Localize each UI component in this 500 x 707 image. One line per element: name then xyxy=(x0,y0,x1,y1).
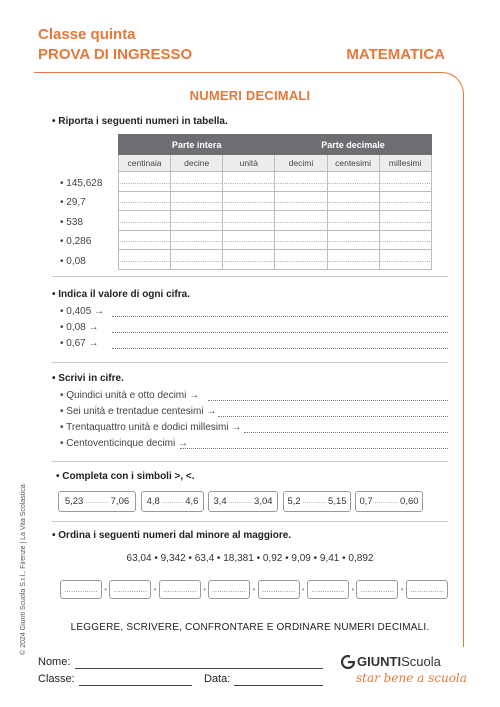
table-cell[interactable]: ....................... xyxy=(379,172,431,192)
table-cell[interactable]: ....................... xyxy=(327,250,379,270)
col-header: millesimi xyxy=(379,155,431,172)
answer-line[interactable] xyxy=(218,416,448,417)
header-subject: MATEMATICA xyxy=(346,46,445,63)
bullet-dot: • xyxy=(153,585,157,594)
place-value-table xyxy=(118,134,432,270)
compare-b: 0,60 xyxy=(400,496,419,507)
compare-box[interactable] xyxy=(355,491,423,512)
class-label: Classe: xyxy=(38,673,75,685)
table-cell[interactable]: ....................... xyxy=(223,230,275,250)
group-decimal-header: Parte decimale xyxy=(275,135,431,155)
table-cell[interactable]: ....................... xyxy=(171,230,223,250)
table-cell[interactable]: ....................... xyxy=(379,211,431,231)
bullet-dot: • xyxy=(400,585,404,594)
date-label: Data: xyxy=(204,673,231,685)
table-cell[interactable]: ....................... xyxy=(275,250,327,270)
compare-b: 5,15 xyxy=(328,496,347,507)
table-cell[interactable]: ....................... xyxy=(171,172,223,192)
answer-line[interactable] xyxy=(112,332,448,333)
compare-box[interactable] xyxy=(58,491,136,512)
q1-number: • 29,7 xyxy=(60,197,86,208)
col-header: decine xyxy=(171,155,223,172)
table-cell[interactable]: ....................... xyxy=(119,250,171,270)
q1-number: • 0,286 xyxy=(60,236,92,247)
date-field[interactable] xyxy=(234,685,323,686)
q3-item: • Trentaquattro unità e dodici millesimi → xyxy=(60,422,242,433)
table-cell[interactable]: ....................... xyxy=(223,191,275,211)
q2-item: • 0,08 → xyxy=(60,322,99,333)
q5-title: • Ordina i seguenti numeri dal minore al maggiore. xyxy=(52,530,292,541)
name-label: Nome: xyxy=(38,656,71,668)
table-cell[interactable]: ....................... xyxy=(327,230,379,250)
brand-name: GIUNTI xyxy=(357,654,402,669)
table-row xyxy=(119,191,432,211)
col-header: centesimi xyxy=(327,155,379,172)
table-cell[interactable]: ....................... xyxy=(119,172,171,192)
compare-blank: ............ xyxy=(374,498,399,505)
bullet-dot: • xyxy=(203,585,206,594)
answer-line[interactable] xyxy=(112,316,448,317)
table-cell[interactable]: ....................... xyxy=(275,172,327,192)
order-box[interactable]: ............... xyxy=(258,580,300,599)
compare-a: 0,7 xyxy=(359,496,373,507)
compare-box[interactable] xyxy=(283,491,351,512)
copyright-text: © 2024 Giunti Scuola S.r.l., Firenze | La Vita Scolastica xyxy=(20,484,27,655)
table-cell[interactable]: ....................... xyxy=(327,211,379,231)
compare-a: 5,2 xyxy=(287,496,301,507)
q2-item: • 0,67 → xyxy=(60,338,99,349)
table-cell[interactable]: ....................... xyxy=(223,211,275,231)
q4-title: • Completa con i simboli >, <. xyxy=(56,471,195,482)
table-cell[interactable]: ....................... xyxy=(327,191,379,211)
bullet-dot: • xyxy=(104,585,108,594)
compare-box[interactable] xyxy=(208,491,278,512)
separator xyxy=(52,276,448,277)
bullet-dot: • xyxy=(351,585,355,594)
brand-slogan: star bene a scuola xyxy=(356,671,467,685)
table-cell[interactable]: ....................... xyxy=(171,211,223,231)
answer-line[interactable] xyxy=(208,400,448,401)
compare-a: 3,4 xyxy=(213,496,227,507)
table-row xyxy=(119,250,432,270)
col-header: decimi xyxy=(275,155,327,172)
table-cell[interactable]: ....................... xyxy=(119,191,171,211)
table-cell[interactable]: ....................... xyxy=(275,211,327,231)
group-integer-header: Parte intera xyxy=(119,135,275,155)
q3-item: • Quindici unità e otto decimi → xyxy=(60,390,200,401)
class-field[interactable] xyxy=(79,685,192,686)
answer-line[interactable] xyxy=(112,348,448,349)
q1-title: • Riporta i seguenti numeri in tabella. xyxy=(52,116,228,127)
q3-item: • Sei unità e trentadue centesimi → xyxy=(60,406,217,417)
order-box[interactable]: ............... xyxy=(60,580,102,599)
separator xyxy=(52,362,448,363)
order-box[interactable]: ............... xyxy=(356,580,398,599)
table-cell[interactable]: ....................... xyxy=(119,211,171,231)
table-cell[interactable]: ....................... xyxy=(327,172,379,192)
bullet-dot: • xyxy=(252,585,256,594)
table-cell[interactable]: ....................... xyxy=(171,250,223,270)
compare-blank: ........... xyxy=(161,498,184,505)
q1-number: • 145,628 xyxy=(60,178,103,189)
q5-numbers: 63,04 • 9,342 • 63,4 • 18,381 • 0,92 • 9,09 • 9,41 • 0,892 xyxy=(126,553,374,564)
separator xyxy=(52,461,448,462)
q1-number: • 0,08 xyxy=(60,256,86,267)
order-box[interactable]: ............... xyxy=(406,580,448,599)
table-cell[interactable]: ....................... xyxy=(171,191,223,211)
col-header: unità xyxy=(223,155,275,172)
table-cell[interactable]: ....................... xyxy=(379,191,431,211)
order-boxes-row xyxy=(60,580,448,599)
compare-b: 7,06 xyxy=(110,496,130,507)
table-cell[interactable]: ....................... xyxy=(275,191,327,211)
compare-blank: ............ xyxy=(85,498,109,505)
bullet-dot: • xyxy=(301,585,305,594)
q1-number: • 538 xyxy=(60,217,83,228)
table-cell[interactable]: ....................... xyxy=(379,250,431,270)
order-box[interactable]: ............... xyxy=(208,580,250,599)
table-cell[interactable]: ....................... xyxy=(379,230,431,250)
header-subtitle: PROVA DI INGRESSO xyxy=(38,46,193,63)
brand-mark-icon xyxy=(341,655,355,669)
q2-title: • Indica il valore di ogni cifra. xyxy=(52,289,190,300)
q3-item: • Centoventicinque decimi → xyxy=(60,438,189,449)
table-row xyxy=(119,211,432,231)
table-cell[interactable]: ....................... xyxy=(119,230,171,250)
separator xyxy=(52,521,448,522)
order-box[interactable]: ............... xyxy=(307,580,349,599)
section-title: NUMERI DECIMALI xyxy=(189,88,311,103)
compare-blank: ............ xyxy=(302,498,327,505)
compare-blank: ............ xyxy=(228,498,253,505)
compare-box[interactable] xyxy=(141,491,204,512)
answer-line[interactable] xyxy=(180,448,448,449)
q3-title: • Scrivi in cifre. xyxy=(52,373,124,384)
table-cell[interactable]: ....................... xyxy=(223,172,275,192)
header-title: Classe quinta xyxy=(38,26,136,43)
order-box[interactable]: ............... xyxy=(109,580,151,599)
compare-a: 5,23 xyxy=(64,496,84,507)
table-row xyxy=(119,230,432,250)
table-cell[interactable]: ....................... xyxy=(275,230,327,250)
q2-item: • 0,405 → xyxy=(60,306,105,317)
compare-b: 4,6 xyxy=(185,496,199,507)
table-cell[interactable]: ....................... xyxy=(223,250,275,270)
compare-b: 3,04 xyxy=(254,496,273,507)
table-row xyxy=(119,172,432,192)
brand-logo xyxy=(341,654,441,669)
name-field[interactable] xyxy=(75,668,323,669)
objective-text: LEGGERE, SCRIVERE, CONFRONTARE E ORDINARE NUMERI DECIMALI. xyxy=(70,622,430,633)
brand-suffix: Scuola xyxy=(401,654,441,669)
order-box[interactable]: ............... xyxy=(159,580,201,599)
answer-line[interactable] xyxy=(244,432,448,433)
compare-a: 4,8 xyxy=(146,496,160,507)
col-header: centinaia xyxy=(119,155,171,172)
